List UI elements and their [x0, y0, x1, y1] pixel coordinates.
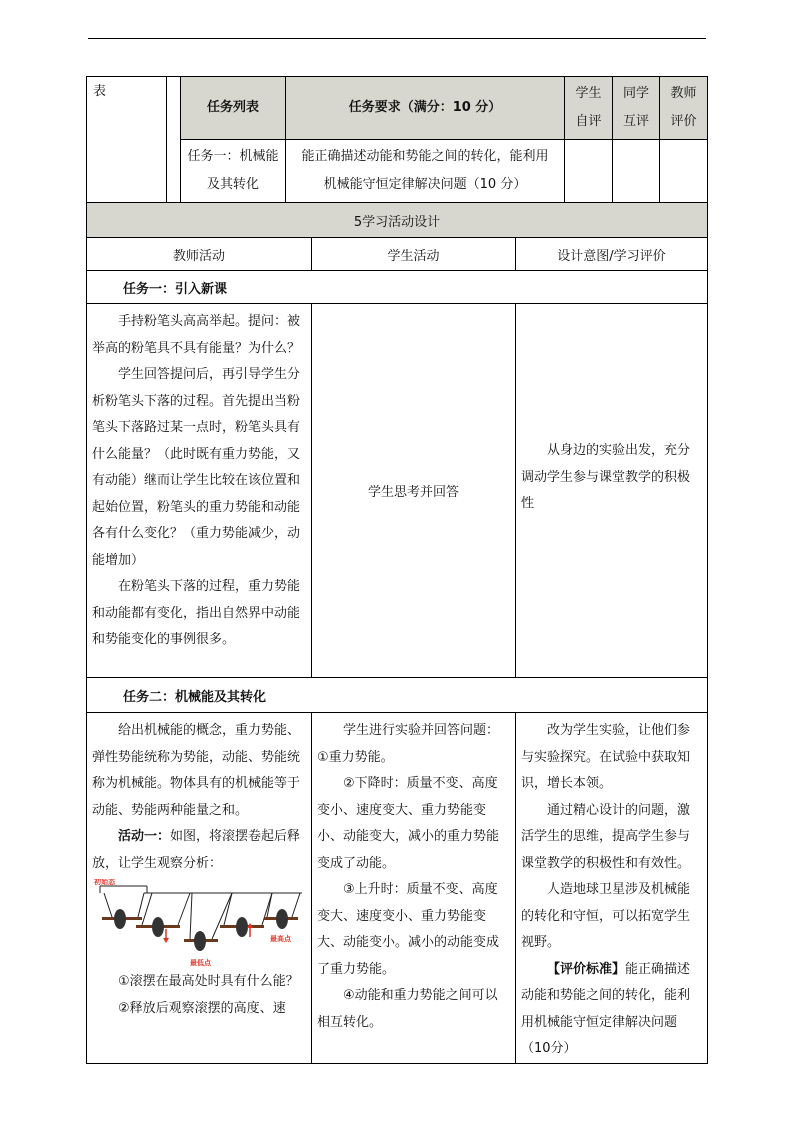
- string: [292, 893, 300, 917]
- string: [142, 893, 152, 925]
- rolling-pendulum-figure: [92, 879, 302, 967]
- string: [104, 893, 112, 917]
- self-eval-line2: 自评: [575, 114, 602, 129]
- task1-student-cell: 学生思考并回答: [312, 304, 516, 678]
- task2-intent-cell: [516, 713, 708, 1064]
- task2-teacher-cell: [87, 713, 312, 1064]
- task2-activity: [92, 824, 306, 877]
- activity-design-table: [86, 202, 708, 1064]
- wheel: [236, 917, 248, 937]
- header-rule: [88, 38, 706, 39]
- teacher-eval-score: [660, 140, 708, 203]
- teacher-eval-line1: 教师: [670, 86, 697, 101]
- self-eval-line1: 学生: [575, 86, 602, 101]
- task-req-line2: 机械能守恒定律解决问题（10 分）: [323, 177, 527, 192]
- down-arrowhead: [163, 938, 169, 943]
- task-name-line2: 及其转化: [206, 177, 259, 192]
- header-teacher-eval: [660, 77, 708, 140]
- task1-teacher-para3: 在粉笔头下落的过程，重力势能和动能都有变化，指出自然界中动能和势能变化的事例很多。: [92, 579, 301, 647]
- header-self-eval: [565, 77, 613, 140]
- task2-title: 任务二：机械能及其转化: [87, 678, 708, 713]
- self-eval-score: [565, 140, 613, 203]
- task2-criteria: [521, 957, 702, 1063]
- task2-student-line1: 学生进行实验并回答问题：: [343, 723, 500, 738]
- task2-intent-para3: 人造地球卫星涉及机械能的转化和守恒，可以拓宽学生视野。: [521, 882, 691, 950]
- task2-teacher-q2: ②释放后观察滚摆的高度、速: [118, 1000, 286, 1016]
- task-req-line1: 能正确描述动能和势能之间的转化，能利用: [301, 149, 549, 164]
- task2-student-cell: [312, 713, 516, 1064]
- task2-student-line2: ①重力势能。: [317, 749, 394, 765]
- label-start: 初始态: [94, 879, 115, 886]
- criteria-label: 【评价标准】: [547, 961, 626, 977]
- col-head-intent: 设计意图/学习评价: [516, 238, 708, 271]
- task1-teacher-para1: 手持粉笔头高高举起。提问：被举高的粉笔具不具有能量？为什么？: [92, 314, 301, 356]
- task-requirement-cell: [286, 140, 565, 203]
- wheel: [276, 909, 288, 929]
- string: [190, 893, 192, 939]
- string: [212, 893, 232, 939]
- col-head-student: 学生活动: [312, 238, 516, 271]
- task-name-line1: 任务一：机械能: [187, 149, 279, 164]
- header-peer-eval: [613, 77, 660, 140]
- task2-intent-para1: 改为学生实验，让他们参与实验探究。在试验中获取知识，增长本领。: [521, 723, 691, 791]
- wheel: [114, 909, 126, 929]
- task1-teacher-para2: 学生回答提问后，再引导学生分析粉笔头下落的过程。首先提出当粉笔头下落路过某一点时，粉笔头具有什么能量？（此时既有重力势能，又有动能）继而让学生比较在该位置和起始位置，粉笔头的重力势能和动能各有什么变化？（重力势能减少，动能增加）: [92, 367, 301, 568]
- task1-intent-cell: [516, 304, 708, 678]
- peer-eval-line2: 互评: [622, 114, 649, 129]
- string: [138, 893, 144, 917]
- task2-student-line4: ③上升时：质量不变、高度变大、速度变小、重力势能变大、动能变小。减小的动能变成了重力势能。: [317, 882, 500, 977]
- section-title: 5学习活动设计: [87, 203, 708, 238]
- col-head-teacher: 教师活动: [87, 238, 312, 271]
- header-task-list: 任务列表: [181, 77, 286, 140]
- task-name-cell: [181, 140, 286, 203]
- task1-intent-text: 从身边的实验出发，充分调动学生参与课堂教学的积极性: [521, 443, 691, 512]
- task2-intent-para2: 通过精心设计的问题，激活学生的思维，提高学生参与课堂教学的积极性和有效性。: [521, 802, 691, 871]
- evaluation-table: [86, 76, 708, 203]
- spacer-cell: [167, 77, 181, 203]
- activity-text: 如图，将滚摆卷起后释放，让学生观察分析：: [92, 829, 301, 871]
- teacher-eval-line2: 评价: [670, 114, 697, 129]
- wheel: [194, 931, 206, 951]
- string: [178, 893, 190, 925]
- task1-teacher-cell: [87, 304, 312, 678]
- criteria-text: 能正确描述动能和势能之间的转化，能利用机械能守恒定律解决问题（10分）: [521, 961, 691, 1056]
- task2-teacher-q1: ①滚摆在最高处时具有什么能？: [118, 974, 299, 989]
- task1-title: 任务一：引入新课: [87, 271, 708, 304]
- table-label: 表: [87, 77, 167, 203]
- task2-student-line5: ④动能和重力势能之间可以相互转化。: [317, 988, 498, 1030]
- header-task-requirement: 任务要求（满分：10 分）: [286, 77, 565, 140]
- label-lowest: 最低点: [190, 959, 211, 967]
- peer-eval-score: [613, 140, 660, 203]
- activity-label: 活动一：: [118, 829, 171, 844]
- task2-student-line3: ②下降时：质量不变、高度变小、速度变大、重力势能变小、动能变大，减小的重力势能变成了动能。: [317, 776, 500, 871]
- peer-eval-line1: 同学: [622, 86, 649, 101]
- label-highest: 最高点: [270, 935, 291, 943]
- task2-teacher-intro: 给出机械能的概念，重力势能、弹性势能统称为势能，动能、势能统称为机械能。物体具有的机械能等于动能、势能两种能量之和。: [92, 723, 301, 818]
- wheel: [152, 917, 164, 937]
